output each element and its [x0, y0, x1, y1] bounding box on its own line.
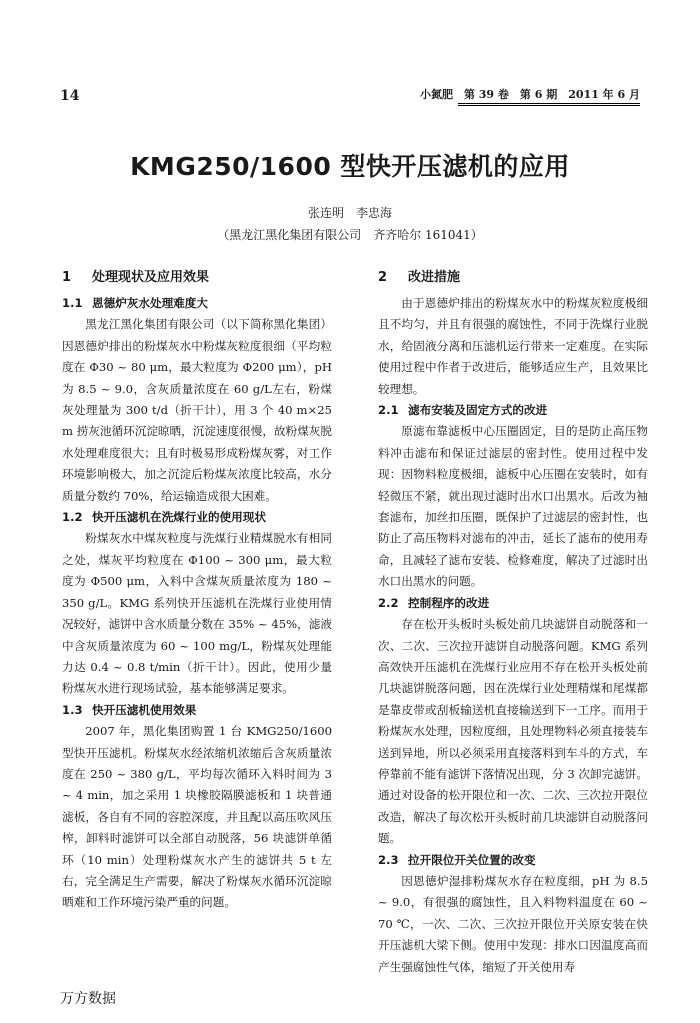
- article-title: KMG250/1600 型快开压滤机的应用: [130, 152, 570, 181]
- page-number: 14: [60, 88, 80, 104]
- paragraph-2-2: 存在松开头板时头板处前几块滤饼自动脱落和一次、二次、三次拉开滤饼自动脱落问题。KMG 系列高效快开压滤机在洗煤行业应用不存在松开头板处前几块滤饼脱落问题，因在洗煤行业处理精煤和尾煤都是靠皮带或刮板输送机直接输送到下一工序。而用于粉煤灰水处理，因粒度细，且处理物料必须直接装车送到异地，所以必须采用直接落料到车斗的方式，车停靠前不能有滤饼下落情况出现，分 3 次卸完滤饼。通过对设备的松开限位和一次、二次、三次拉开限位改造，解决了每次松开头板时前几块滤饼自动脱落问题。: [378, 617, 648, 846]
- authors: 张连明 李忠海: [307, 206, 392, 220]
- paragraph-2-1: 原滤布靠滤板中心压圈固定，目的是防止高压物料冲击滤布和保证过滤层的密封性。使用过程中发现：因物料粒度极细，滤板中心压圈在安装时，如有轻微压不紧，就出现过滤时出水口出黑水。后改为袖套滤布，加丝扣压圈，既保护了过滤层的密封性，也防止了高压物料对滤布的冲击，延长了滤布的使用寿命，且减轻了滤布安装、检修难度，解决了过滤时出水口出黑水的问题。: [378, 424, 648, 589]
- section-title: 改进措施: [408, 270, 461, 285]
- paragraph-1-1: 黑龙江黑化集团有限公司（以下简称黑化集团）因恩德炉排出的粉煤灰水中粉煤灰粒度很细（平均粒度在 Φ30 ~ 80 μm，最大粒度为 Φ200 μm），pH 为 8.5 ~ 9.0，含灰质量浓度在 60 g/L左右，粉煤灰处理量为 300 t/d（折干计），用 3 个 40 m×25 m 捞灰池循环沉淀晾晒，沉淀速度很慢，故粉煤灰脱水处理难度很大；且有时极易形成粉煤灰雾，对工作环境影响极大，加之沉淀后粉煤灰浓度比较高，水分质量分数约 70%，给运输造成很大困难。: [62, 317, 332, 503]
- section-heading-2: [378, 267, 648, 289]
- subsection-heading-2-1: [378, 400, 648, 421]
- paragraph-2: 由于恩德炉排出的粉煤灰水中的粉煤灰粒度极细且不均匀，并且有很强的腐蚀性，不同于洗煤行业脱水，给固液分离和压滤机运行带来一定难度。在实际使用过程中作者于改进后，能够适应生产，且效果比较理想。: [378, 296, 648, 396]
- paragraph-2-3: 因恩德炉湿排粉煤灰水存在粒度细，pH 为 8.5 ~ 9.0，有很强的腐蚀性，且入料物料温度在 60 ~ 70 ℃，一次、二次、三次拉开限位开关原安装在快开压滤机大梁下侧。使用中发现：排水口因温度高而产生强腐蚀性气体，缩短了开关使用寿: [378, 873, 648, 974]
- footer-brand: 万方数据: [60, 991, 116, 1007]
- subsection-heading-1-2: [62, 507, 332, 528]
- paragraph-1-3: 2007 年，黑化集团购置 1 台 KMG250/1600 型快开压滤机。粉煤灰水经浓缩机浓缩后含灰质量浓度在 250 ~ 380 g/L，平均每次循环入料时间为 3 ~ 4 min，加之采用 1 块橡胶隔膜滤板和 1 块普通滤板，各自有不同的容腔深度，并且配以高压吹风压榨，卸料时滤饼可以全部自动脱落，56 块滤饼单循环（10 min）处理粉煤灰水产生的滤饼共 5 t 左右，完全满足生产需要，解决了粉煤灰水循环沉淀晾晒难和工作环境污染严重的问题。: [62, 724, 332, 910]
- paragraph-1-2: 粉煤灰水中煤灰粒度与洗煤行业精煤脱水有相同之处，煤灰平均粒度在 Φ100 ~ 300 μm，最大粒度为 Φ500 μm，入料中含煤灰质量浓度为 180 ~ 350 g/L。KMG 系列快开压滤机在洗煤行业使用情况较好，滤饼中含水质量分数在 35% ~ 45%，滤液中含灰质量浓度为 60 ~ 100 mg/L，粉煤灰处理能力达 0.4 ~ 0.8 t/min（折干计）。因此，使用少量粉煤灰水进行现场试验，基本能够满足要求。: [62, 531, 332, 696]
- subsection-heading-1-1: [62, 293, 332, 314]
- subsection-title: 滤布安装及固定方式的改进: [408, 403, 548, 418]
- subsection-title: 恩德炉灰水处理难度大: [92, 296, 208, 310]
- subsection-heading-1-3: [62, 700, 332, 721]
- subsection-title: 快开压滤机使用效果: [92, 702, 197, 717]
- section-number: 1: [62, 270, 72, 285]
- subsection-title: 控制程序的改进: [408, 595, 490, 610]
- left-column: [62, 267, 332, 914]
- right-column: [378, 267, 648, 978]
- journal-info: 小氮肥 第 39 卷 第 6 期 2011 年 6 月: [419, 88, 640, 101]
- subsection-title: 快开压滤机在洗煤行业的使用现状: [92, 510, 266, 525]
- affiliation: （黑龙江黑化集团有限公司 齐齐哈尔 161041）: [217, 228, 483, 242]
- section-heading-1: [62, 267, 332, 289]
- subsection-number: 2.3: [378, 852, 399, 867]
- subsection-title: 拉开限位开关位置的改变: [408, 852, 536, 867]
- subsection-number: 1.3: [62, 702, 83, 717]
- subsection-heading-2-2: [378, 593, 648, 614]
- subsection-number: 2.2: [378, 595, 399, 610]
- section-title: 处理现状及应用效果: [92, 270, 210, 285]
- subsection-number: 2.1: [378, 403, 399, 418]
- subsection-heading-2-3: [378, 850, 648, 871]
- header-rule: [458, 103, 640, 106]
- section-number: 2: [378, 270, 388, 285]
- subsection-number: 1.1: [62, 296, 83, 310]
- subsection-number: 1.2: [62, 510, 83, 525]
